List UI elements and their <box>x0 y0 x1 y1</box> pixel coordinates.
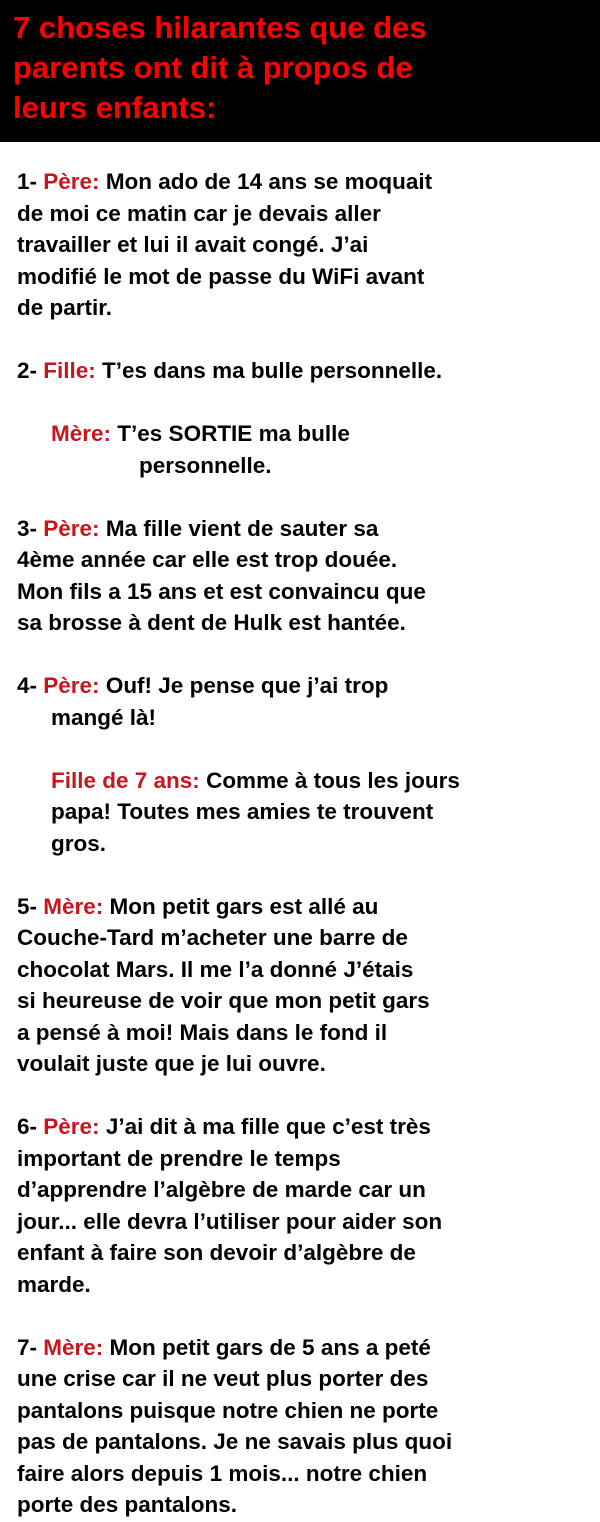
quote-list <box>0 142 600 1521</box>
speaker-label: Père: <box>43 1114 100 1139</box>
quote-text: marde. <box>17 1271 91 1297</box>
quote-item-7 <box>17 1332 586 1521</box>
reply-block <box>17 418 586 481</box>
reply-block <box>17 765 586 860</box>
quote-text: Ma fille vient de sauter sa <box>99 515 379 541</box>
title-line: leurs enfants: <box>13 90 217 125</box>
title-line: parents ont dit à propos de <box>13 50 413 85</box>
quote-text: Couche-Tard m’acheter une barre de <box>17 925 408 950</box>
quote-text: faire alors depuis 1 mois... notre chien <box>17 1460 428 1486</box>
quote-item-4 <box>17 670 586 859</box>
quote-text: jour... elle devra l’utiliser pour aider son <box>17 1208 443 1234</box>
quote-text: personnelle. <box>139 452 272 478</box>
quote-text: pas de pantalons. Je ne savais plus quoi <box>17 1429 453 1454</box>
quote-text: travailler et lui il avait congé. J’ai <box>17 232 369 257</box>
quote-text: d’apprendre l’algèbre de marde car un <box>17 1177 426 1202</box>
quote-text: de moi ce matin car je devais aller <box>17 200 381 226</box>
speaker-label: Père: <box>43 515 100 541</box>
speaker-label: Père: <box>43 673 100 698</box>
quote-item-5 <box>17 891 586 1080</box>
quote-text: 4ème année car elle est trop douée. <box>17 547 398 572</box>
quote-text: important de prendre le temps <box>17 1145 341 1171</box>
quote-text: J’ai dit à ma fille que c’est très <box>99 1114 431 1139</box>
speaker-label: Fille: <box>43 358 96 383</box>
speaker-label: Mère: <box>43 893 104 919</box>
page-title <box>13 8 588 128</box>
quote-text: pantalons puisque notre chien ne porte <box>17 1397 439 1423</box>
item-number: 3- <box>17 515 44 541</box>
quote-text: une crise car il ne veut plus porter des <box>17 1366 429 1391</box>
item-number: 4- <box>17 673 44 698</box>
speaker-label: Mère: <box>51 421 112 446</box>
quote-text: Mon ado de 14 ans se moquait <box>99 169 433 194</box>
title-banner <box>0 0 600 142</box>
quote-text: chocolat Mars. Il me l’a donné J’étais <box>17 956 414 982</box>
item-number: 6- <box>17 1114 44 1139</box>
quote-text: Mon fils a 15 ans et est convaincu que <box>17 578 426 604</box>
quote-text: T’es SORTIE ma bulle <box>111 421 350 446</box>
title-line: 7 choses hilarantes que des <box>13 10 427 45</box>
quote-item-1 <box>17 166 586 324</box>
quote-text: sa brosse à dent de Hulk est hantée. <box>17 610 406 635</box>
quote-text: enfant à faire son devoir d’algèbre de <box>17 1240 416 1265</box>
quote-text: si heureuse de voir que mon petit gars <box>17 988 430 1013</box>
quote-text: a pensé à moi! Mais dans le fond il <box>17 1019 388 1045</box>
quote-text: Mon petit gars de 5 ans a peté <box>103 1334 431 1360</box>
quote-text: voulait juste que je lui ouvre. <box>17 1051 326 1076</box>
quote-text: modifié le mot de passe du WiFi avant <box>17 263 425 289</box>
item-number: 5- <box>17 893 44 919</box>
item-number: 7- <box>17 1334 44 1360</box>
speaker-label: Père: <box>43 169 100 194</box>
quote-text: Comme à tous les jours <box>199 767 460 793</box>
quote-text: de partir. <box>17 295 113 320</box>
quote-text: Ouf! Je pense que j’ai trop <box>99 673 389 698</box>
quote-item-2 <box>17 355 586 481</box>
quote-text: gros. <box>51 830 107 856</box>
quote-item-6 <box>17 1111 586 1300</box>
quote-item-3 <box>17 513 586 639</box>
item-number: 2- <box>17 358 44 383</box>
quote-text: papa! Toutes mes amies te trouvent <box>51 799 434 824</box>
speaker-label: Mère: <box>43 1334 104 1360</box>
quote-text: porte des pantalons. <box>17 1492 238 1517</box>
item-number: 1- <box>17 169 44 194</box>
speaker-label: Fille de 7 ans: <box>51 767 200 793</box>
quote-text: T’es dans ma bulle personnelle. <box>95 358 443 383</box>
quote-text: Mon petit gars est allé au <box>103 893 379 919</box>
quote-text: mangé là! <box>51 704 157 730</box>
